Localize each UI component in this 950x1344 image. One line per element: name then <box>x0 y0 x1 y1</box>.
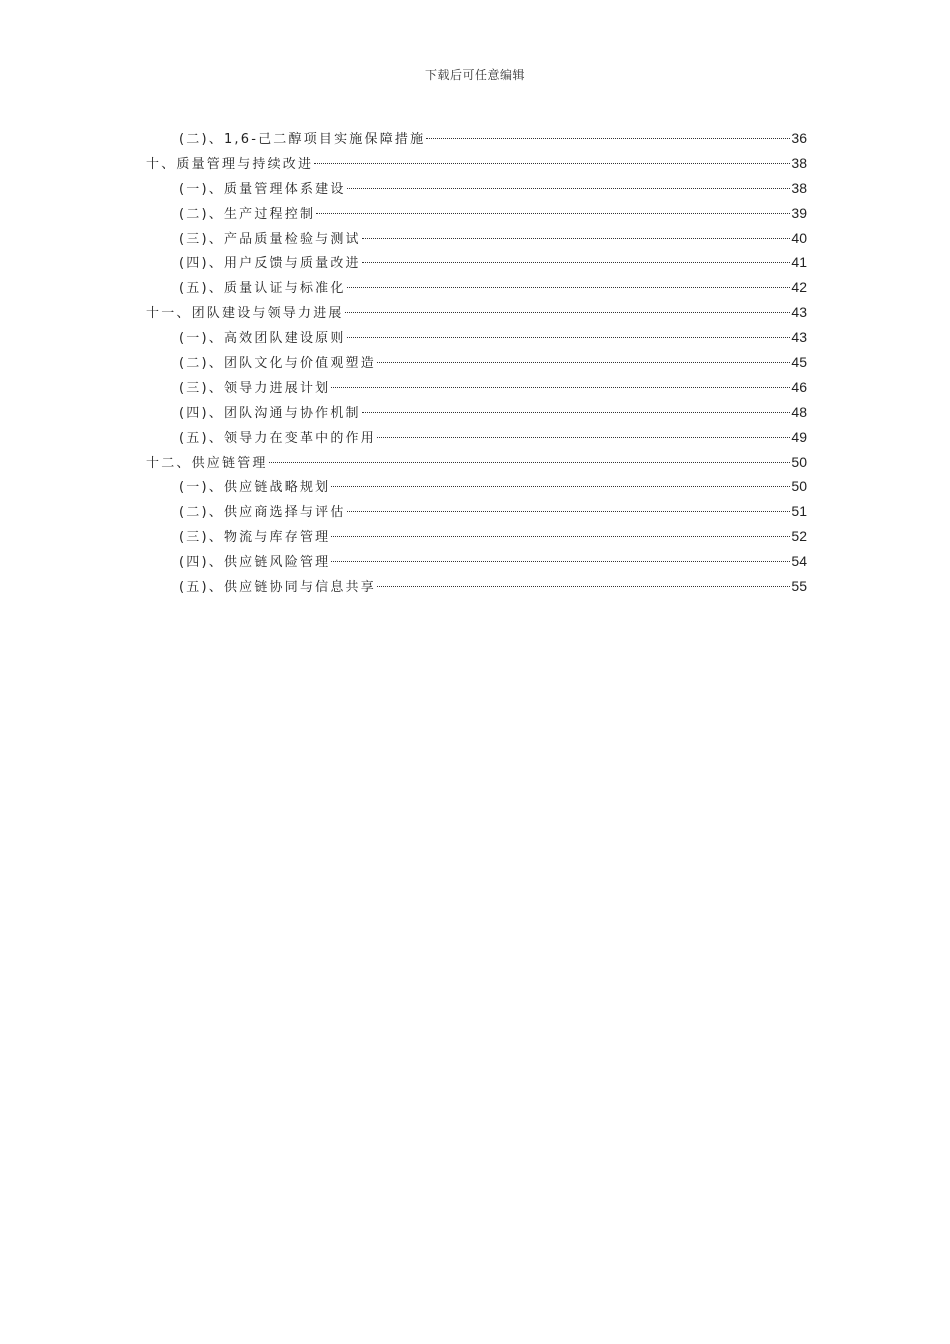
toc-entry-title: (四)、用户反馈与质量改进 <box>179 256 361 272</box>
toc-section-entry[interactable] <box>146 375 807 400</box>
toc-section-entry[interactable] <box>146 400 807 425</box>
toc-section-entry[interactable] <box>146 499 807 524</box>
toc-section-entry[interactable] <box>146 126 807 151</box>
toc-section-entry[interactable] <box>146 325 807 350</box>
toc-page-number: 41 <box>791 254 807 271</box>
toc-entry-title: (三)、领导力进展计划 <box>179 380 331 396</box>
toc-dot-leader <box>269 462 791 463</box>
toc-entry-title: (四)、团队沟通与协作机制 <box>179 405 361 421</box>
toc-section-entry[interactable] <box>146 176 807 201</box>
toc-entry-title: (一)、供应链战略规划 <box>179 480 331 496</box>
toc-entry-title: (二)、供应商选择与评估 <box>179 505 346 521</box>
toc-dot-leader <box>331 387 790 388</box>
toc-section-entry[interactable] <box>146 250 807 275</box>
toc-page-number: 38 <box>791 154 807 171</box>
toc-entry-title: (二)、团队文化与价值观塑造 <box>179 356 376 372</box>
toc-page-number: 50 <box>791 453 807 470</box>
toc-dot-leader <box>362 238 791 239</box>
toc-dot-leader <box>347 188 791 189</box>
toc-page-number: 38 <box>791 179 807 196</box>
toc-entry-title: (五)、供应链协同与信息共享 <box>179 580 376 596</box>
toc-page-number: 49 <box>791 428 807 445</box>
toc-dot-leader <box>331 536 790 537</box>
toc-section-entry[interactable] <box>146 226 807 251</box>
toc-dot-leader <box>316 213 790 214</box>
toc-entry-title: (五)、质量认证与标准化 <box>179 281 346 297</box>
toc-section-entry[interactable] <box>146 474 807 499</box>
toc-dot-leader <box>345 312 791 313</box>
toc-page-number: 50 <box>791 478 807 495</box>
toc-section-entry[interactable] <box>146 350 807 375</box>
toc-dot-leader <box>331 561 790 562</box>
toc-chapter-entry[interactable] <box>146 300 807 325</box>
toc-section-entry[interactable] <box>146 524 807 549</box>
toc-dot-leader <box>377 362 790 363</box>
toc-dot-leader <box>347 511 791 512</box>
toc-entry-title: (四)、供应链风险管理 <box>179 555 331 571</box>
toc-section-entry[interactable] <box>146 549 807 574</box>
table-of-contents <box>146 126 807 599</box>
toc-entry-title: (二)、生产过程控制 <box>179 206 316 222</box>
toc-entry-title: 十一、团队建设与领导力进展 <box>146 306 344 322</box>
toc-page-number: 45 <box>791 354 807 371</box>
toc-page-number: 40 <box>791 229 807 246</box>
toc-chapter-entry[interactable] <box>146 450 807 475</box>
toc-dot-leader <box>331 486 790 487</box>
toc-page-number: 54 <box>791 553 807 570</box>
toc-entry-title: 十二、供应链管理 <box>146 455 268 471</box>
toc-entry-title: (一)、高效团队建设原则 <box>179 331 346 347</box>
toc-section-entry[interactable] <box>146 201 807 226</box>
toc-page-number: 52 <box>791 528 807 545</box>
toc-chapter-entry[interactable] <box>146 151 807 176</box>
toc-page-number: 43 <box>791 329 807 346</box>
toc-page-number: 51 <box>791 503 807 520</box>
toc-dot-leader <box>347 337 791 338</box>
toc-entry-title: (五)、领导力在变革中的作用 <box>179 430 376 446</box>
page-header: 下载后可任意编辑 <box>424 68 525 82</box>
toc-dot-leader <box>377 586 790 587</box>
toc-dot-leader <box>314 163 790 164</box>
toc-dot-leader <box>377 437 790 438</box>
toc-page-number: 55 <box>791 578 807 595</box>
toc-page-number: 46 <box>791 378 807 395</box>
toc-dot-leader <box>362 412 791 413</box>
toc-entry-title: (三)、物流与库存管理 <box>179 530 331 546</box>
toc-dot-leader <box>347 287 791 288</box>
toc-dot-leader <box>362 262 791 263</box>
toc-section-entry[interactable] <box>146 275 807 300</box>
toc-dot-leader <box>426 138 790 139</box>
toc-page-number: 42 <box>791 279 807 296</box>
toc-section-entry[interactable] <box>146 425 807 450</box>
toc-page-number: 48 <box>791 403 807 420</box>
toc-entry-title: (二)、1,6-己二醇项目实施保障措施 <box>179 132 426 147</box>
toc-page-number: 39 <box>791 204 807 221</box>
toc-page-number: 36 <box>791 130 807 146</box>
toc-page-number: 43 <box>791 304 807 321</box>
toc-entry-title: 十、质量管理与持续改进 <box>146 156 314 172</box>
toc-entry-title: (一)、质量管理体系建设 <box>179 181 346 197</box>
toc-entry-title: (三)、产品质量检验与测试 <box>179 231 361 247</box>
toc-section-entry[interactable] <box>146 574 807 599</box>
